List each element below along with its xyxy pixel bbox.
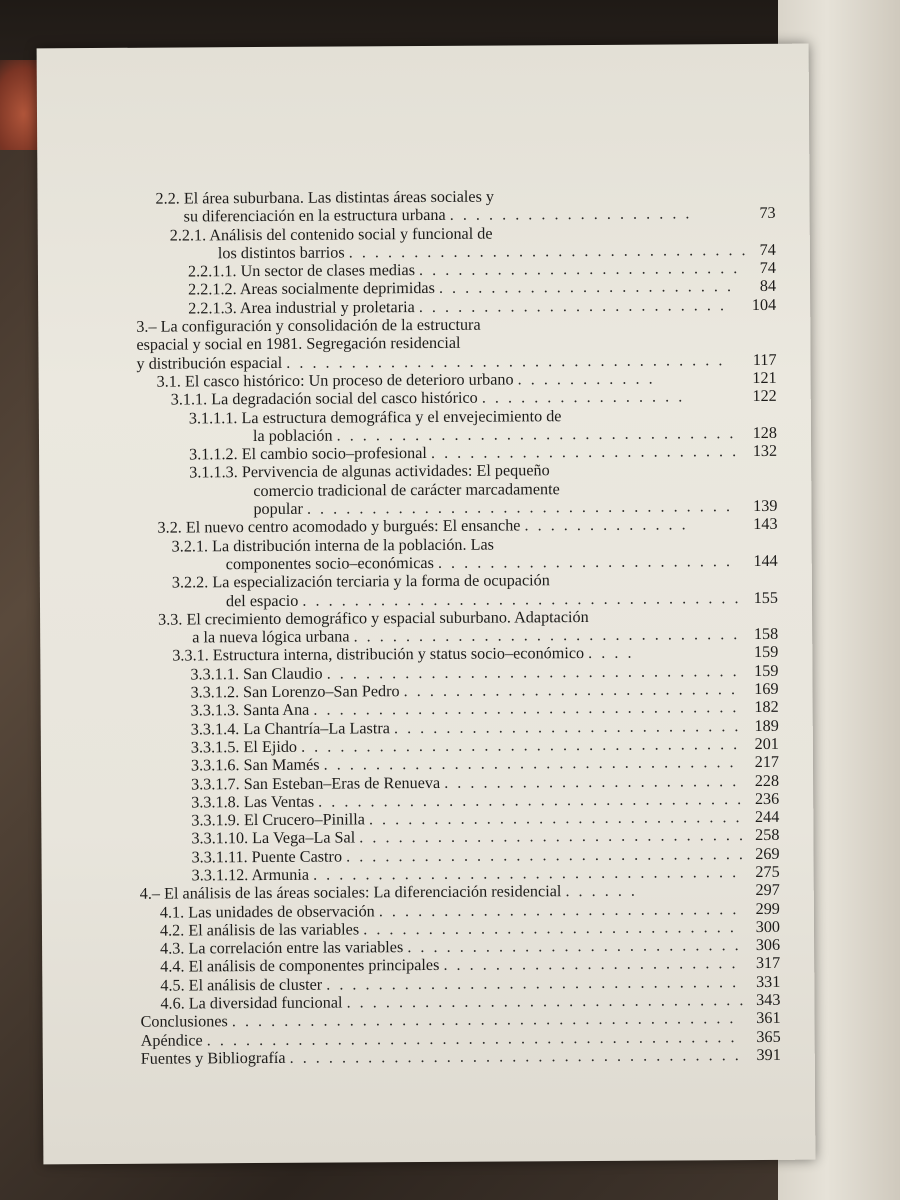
- toc-entry-text: su diferenciación en la estructura urbana: [183, 206, 446, 226]
- table-of-contents: [135, 186, 780, 1068]
- toc-page-number: 297: [755, 881, 780, 900]
- toc-entry-text: 3.1.1.3. Pervivencia de algunas actividades: El pequeño: [189, 461, 550, 482]
- toc-entry-text: 3.3.1.1. San Claudio: [190, 664, 323, 684]
- toc-entry-text: 3.3.1.4. La Chantría–La Lastra: [190, 718, 390, 739]
- toc-entry-text: 2.2.1. Análisis del contenido social y funcional de: [169, 224, 493, 245]
- toc-entry-text: 4.5. El análisis de cluster: [160, 975, 323, 995]
- toc-page-number: 73: [759, 204, 776, 223]
- toc-page-number: 236: [754, 789, 780, 808]
- toc-entry: 4.5. El análisis de cluster . . . . . . . . . . . . . . . . . . . . . . . . . . . . . . . . 331: [160, 972, 781, 995]
- toc-entry-text: 3.1.1.2. El cambio socio–profesional: [189, 444, 427, 464]
- toc-entry-text: componentes socio–económicas: [225, 553, 434, 574]
- toc-page-number: 143: [753, 515, 778, 534]
- toc-page-number: 74: [759, 240, 776, 259]
- toc-entry-text: 3.1. El casco histórico: Un proceso de deterioro urbano: [156, 370, 514, 391]
- toc-page-number: 201: [754, 734, 779, 753]
- toc-entry: 4.6. La diversidad funcional . . . . . . . . . . . . . . . . . . . . . . . . . . . . . . . 343: [160, 990, 781, 1013]
- toc-page-number: 306: [755, 936, 781, 955]
- toc-page-number: 132: [752, 442, 778, 461]
- toc-entry: 4.– El análisis de las áreas sociales: La diferenciación residencial . . . . . . 297: [139, 881, 780, 904]
- toc-entry: 3.3.1. Estructura interna, distribución y status socio–económico . . . . 159: [172, 643, 779, 665]
- toc-entry-text: 3.3.1.8. Las Ventas: [191, 792, 315, 812]
- toc-entry-text: 2.2.1.1. Un sector de clases medias: [187, 261, 416, 281]
- toc-entry: Fuentes y Bibliografía . . . . . . . . . . . . . . . . . . . . . . . . . . . . . . . . . . . 391: [140, 1045, 781, 1068]
- toc-entry-text: 3.3.1.3. Santa Ana: [190, 701, 310, 720]
- toc-page-number: 121: [752, 368, 777, 387]
- toc-entry: 2.2.1.3. Area industrial y proletaria . . . . . . . . . . . . . . . . . . . . . . . . 104: [188, 295, 777, 318]
- toc-page-number: 361: [756, 1009, 781, 1028]
- toc-entry-text: 3.2. El nuevo centro acomodado y burgués: El ensanche: [157, 516, 521, 537]
- toc-page-number: 317: [755, 954, 781, 973]
- toc-page-number: 331: [755, 972, 781, 991]
- toc-page-number: 104: [751, 295, 777, 314]
- toc-entry: 2.2.1. Análisis del contenido social y funcional de los distintos barrios . . . . . . . . . . . . . . . . . . . . . . . . . . . . . . . 74: [169, 224, 776, 263]
- toc-entry-text: 3.3.1.9. El Crucero–Pinilla: [191, 810, 365, 830]
- toc-entry-text: 3.3.1.7. San Esteban–Eras de Renueva: [191, 773, 441, 793]
- toc-page-number: 391: [756, 1045, 781, 1064]
- toc-entry-text: 4.– El análisis de las áreas sociales: La diferenciación residencial: [139, 882, 562, 904]
- toc-entry: 3.3.1.1. San Claudio . . . . . . . . . . . . . . . . . . . . . . . . . . . . . . . . 159: [190, 661, 779, 684]
- toc-entry-text: Apéndice: [140, 1031, 203, 1050]
- toc-entry-text: 3.– La configuración y consolidación de la estructura: [136, 315, 481, 336]
- toc-entry: 3.3.1.3. Santa Ana . . . . . . . . . . . . . . . . . . . . . . . . . . . . . . . . . 182: [190, 698, 779, 720]
- toc-entry: 3.3.1.5. El Ejido . . . . . . . . . . . . . . . . . . . . . . . . . . . . . . . . . . 201: [190, 734, 779, 757]
- toc-page-number: 217: [754, 753, 780, 772]
- toc-entry: 3.– La configuración y consolidación de la estructura espacial y social en 1981. Segregación residencial y distribución espacial . . . . . . . . . . . . . . . . . . . . . . . . . . . . . . . . . . 117: [136, 315, 777, 373]
- toc-entry-text: 4.3. La correlación entre las variables: [160, 938, 404, 958]
- toc-entry-text: 4.1. Las unidades de observación: [159, 901, 375, 922]
- toc-page-number: 139: [753, 496, 778, 516]
- toc-page-number: 128: [752, 423, 778, 442]
- toc-entry: 3.3.1.6. San Mamés . . . . . . . . . . . . . . . . . . . . . . . . . . . . . . . . 217: [190, 753, 780, 775]
- toc-entry-text: Conclusiones: [140, 1012, 228, 1032]
- toc-page-number: 258: [755, 826, 780, 845]
- toc-page-number: 144: [753, 551, 778, 570]
- toc-entry-text: 3.3.1.2. San Lorenzo–San Pedro: [190, 682, 400, 702]
- toc-entry: 4.2. El análisis de las variables . . . . . . . . . . . . . . . . . . . . . . . . . . . . . 300: [159, 917, 781, 940]
- toc-entry-text: 2.2.1.2. Areas socialmente deprimidas: [188, 279, 435, 299]
- toc-entry: Conclusiones . . . . . . . . . . . . . . . . . . . . . . . . . . . . . . . . . . . . . . . 361: [140, 1009, 781, 1032]
- toc-page-number: 159: [753, 643, 779, 662]
- toc-entry: 2.2.1.1. Un sector de clases medias . . . . . . . . . . . . . . . . . . . . . . . . . 74: [187, 259, 777, 281]
- toc-entry-text: 3.2.2. La especialización terciaria y la forma de ocupación: [171, 571, 550, 592]
- toc-entry-text: 3.1.1. La degradación social del casco histórico: [170, 388, 478, 409]
- toc-entry-text: 4.6. La diversidad funcional: [160, 993, 343, 1013]
- toc-entry-text: 4.4. El análisis de componentes principales: [160, 956, 440, 977]
- toc-entry: Apéndice . . . . . . . . . . . . . . . . . . . . . . . . . . . . . . . . . . . . . . . . . 365: [140, 1027, 781, 1050]
- toc-entry-text: 3.2.1. La distribución interna de la población. Las: [171, 535, 495, 556]
- toc-entry-text: 2.2.1.3. Area industrial y proletaria: [188, 297, 415, 318]
- toc-page-number: 365: [756, 1027, 781, 1046]
- toc-page-number: 189: [754, 716, 779, 735]
- toc-entry-text: la población: [252, 426, 333, 445]
- toc-entry: 3.1.1.3. Pervivencia de algunas actividades: El pequeño comercio tradicional de carácter marcadamente popular . . . . . . . . . . . . . . . . . . . . . . . . . . . . . . . . . 139: [189, 461, 778, 519]
- toc-entry: 4.3. La correlación entre las variables . . . . . . . . . . . . . . . . . . . . . . . . . . 306: [160, 936, 781, 958]
- toc-entry: 3.3. El crecimiento demográfico y espacial suburbano. Adaptación a la nueva lógica urbana . . . . . . . . . . . . . . . . . . . . . . . . . . . . . . 158: [158, 607, 779, 647]
- toc-entry: 3.3.1.11. Puente Castro . . . . . . . . . . . . . . . . . . . . . . . . . . . . . . . 269: [191, 844, 780, 867]
- toc-page-number: 269: [755, 844, 780, 863]
- toc-entry-text: 2.2. El área suburbana. Las distintas áreas sociales y: [155, 187, 495, 208]
- toc-entry: 3.3.1.12. Armunia . . . . . . . . . . . . . . . . . . . . . . . . . . . . . . . . . 275: [191, 862, 780, 885]
- toc-entry: 3.3.1.10. La Vega–La Sal . . . . . . . . . . . . . . . . . . . . . . . . . . . . . . 258: [191, 826, 780, 848]
- toc-page-number: 117: [752, 350, 777, 369]
- toc-entry: 4.1. Las unidades de observación . . . . . . . . . . . . . . . . . . . . . . . . . . . . 299: [159, 899, 780, 922]
- toc-entry-text: espacial y social en 1981. Segregación residencial: [136, 334, 461, 355]
- toc-entry-text: a la nueva lógica urbana: [192, 627, 350, 647]
- book-page: [37, 44, 816, 1165]
- toc-entry-text: 3.3.1.6. San Mamés: [190, 755, 320, 775]
- toc-entry: 2.2.1.2. Areas socialmente deprimidas . . . . . . . . . . . . . . . . . . . . . . . 84: [188, 277, 777, 299]
- toc-page-number: 300: [755, 917, 781, 936]
- toc-entry: 3.2.1. La distribución interna de la población. Las componentes socio–económicas . . . . . . . . . . . . . . . . . . . . . . . 144: [171, 535, 778, 574]
- toc-entry-text: Fuentes y Bibliografía: [140, 1048, 286, 1068]
- toc-entry: 3.2. El nuevo centro acomodado y burgués: El ensanche . . . . . . . . . . . . . 143: [157, 515, 778, 537]
- toc-page-number: 84: [759, 277, 777, 296]
- toc-entry-text: 4.2. El análisis de las variables: [159, 920, 360, 940]
- toc-entry-text: popular: [253, 499, 303, 519]
- toc-entry-text: del espacio: [225, 591, 299, 610]
- toc-page-number: 158: [753, 624, 779, 644]
- toc-entry-text: los distintos barrios: [217, 243, 345, 263]
- toc-entry: 3.1. El casco histórico: Un proceso de deterioro urbano . . . . . . . . . . . 121: [156, 368, 777, 391]
- toc-entry-text: 3.1.1.1. La estructura demográfica y el envejecimiento de: [188, 406, 562, 428]
- toc-entry-text: 3.3.1.11. Puente Castro: [191, 847, 343, 867]
- toc-entry-text: 3.3.1. Estructura interna, distribución y status socio–económico: [172, 644, 585, 665]
- toc-entry: 3.1.1.1. La estructura demográfica y el envejecimiento de la población . . . . . . . . . . . . . . . . . . . . . . . . . . . . . . . 128: [188, 406, 778, 445]
- toc-entry-text: 3.3.1.5. El Ejido: [190, 737, 298, 757]
- toc-page-number: 159: [754, 661, 779, 680]
- toc-entry: 3.1.1. La degradación social del casco histórico . . . . . . . . . . . . . . . . 122: [170, 387, 777, 409]
- toc-entry: 3.3.1.8. Las Ventas . . . . . . . . . . . . . . . . . . . . . . . . . . . . . . . . . 236: [191, 789, 780, 812]
- toc-entry-text: comercio tradicional de carácter marcadamente: [253, 479, 560, 500]
- toc-entry-text: 3.3.1.10. La Vega–La Sal: [191, 828, 356, 848]
- toc-entry: 4.4. El análisis de componentes principales . . . . . . . . . . . . . . . . . . . . . . . 317: [160, 954, 781, 977]
- toc-entry: 3.1.1.2. El cambio socio–profesional . . . . . . . . . . . . . . . . . . . . . . . . 132: [189, 442, 778, 464]
- toc-entry: 3.2.2. La especialización terciaria y la forma de ocupación del espacio . . . . . . . . . . . . . . . . . . . . . . . . . . . . . . . . . . 155: [171, 571, 779, 610]
- toc-entry: 3.3.1.9. El Crucero–Pinilla . . . . . . . . . . . . . . . . . . . . . . . . . . . . . 244: [191, 807, 780, 830]
- toc-entry-text: 3.3. El crecimiento demográfico y espacial suburbano. Adaptación: [158, 607, 589, 629]
- toc-page-number: 275: [755, 862, 780, 881]
- toc-page-number: 299: [755, 899, 780, 918]
- toc-entry: 3.3.1.4. La Chantría–La Lastra . . . . . . . . . . . . . . . . . . . . . . . . . . . 189: [190, 716, 779, 739]
- toc-entry: 3.3.1.2. San Lorenzo–San Pedro . . . . . . . . . . . . . . . . . . . . . . . . . . 169: [190, 679, 779, 702]
- toc-page-number: 155: [753, 588, 779, 607]
- toc-page-number: 122: [752, 387, 777, 406]
- toc-page-number: 228: [754, 771, 780, 790]
- toc-page-number: 182: [754, 698, 779, 717]
- toc-page-number: 343: [756, 990, 781, 1010]
- toc-entry: 3.3.1.7. San Esteban–Eras de Renueva . . . . . . . . . . . . . . . . . . . . . . . 228: [191, 771, 780, 793]
- toc-entry: 2.2. El área suburbana. Las distintas áreas sociales y su diferenciación en la estructura urbana . . . . . . . . . . . . . . . . . . . 73: [155, 187, 776, 226]
- toc-entry-text: 3.3.1.12. Armunia: [191, 865, 310, 885]
- toc-page-number: 74: [759, 259, 777, 278]
- toc-entry-text: y distribución espacial: [136, 353, 283, 373]
- toc-page-number: 244: [754, 807, 780, 827]
- toc-page-number: 169: [754, 679, 779, 699]
